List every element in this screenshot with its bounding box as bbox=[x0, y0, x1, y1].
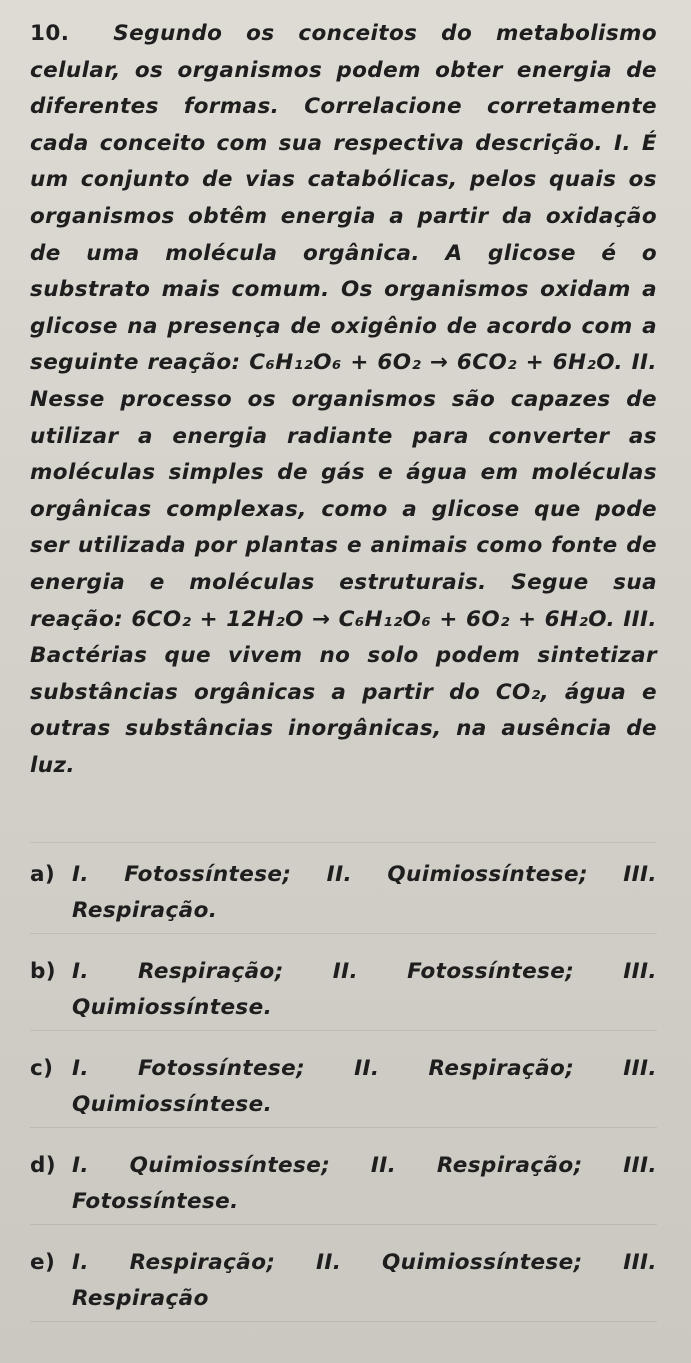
answer-options bbox=[30, 857, 657, 1322]
option-text: I. Respiração; II. Quimiossíntese; III. Respiração bbox=[72, 1250, 657, 1312]
question-statement bbox=[30, 16, 657, 784]
option-text: I. Fotossíntese; II. Respiração; III. Quimiossíntese. bbox=[72, 1056, 657, 1118]
option-c[interactable] bbox=[30, 1051, 657, 1128]
option-d[interactable] bbox=[30, 1148, 657, 1225]
option-a[interactable] bbox=[30, 857, 657, 934]
option-e[interactable] bbox=[30, 1245, 657, 1322]
option-text: I. Respiração; II. Fotossíntese; III. Quimiossíntese. bbox=[72, 959, 657, 1021]
separator bbox=[30, 842, 657, 843]
option-b[interactable] bbox=[30, 954, 657, 1031]
option-letter: c) bbox=[30, 1056, 54, 1082]
option-text: I. Quimiossíntese; II. Respiração; III. Fotossíntese. bbox=[72, 1153, 657, 1215]
question-text: Segundo os conceitos do metabolismo celular, os organismos podem obter energia de diferentes formas. Correlacione corretamente cada conceito com sua respectiva descrição. I. É um conjunto de vias catabólicas, pelos quais os organismos obtêm energia a partir da oxidação de uma molécula orgânica. A glicose é o substrato mais comum. Os organismos oxidam a glicose na presença de oxigênio de acordo com a seguinte reação: C₆H₁₂O₆ + 6O₂ → 6CO₂ + 6H₂O. II. Nesse processo os organismos são capazes de utilizar a energia radiante para converter as moléculas simples de gás e água em moléculas orgânicas complexas, como a glicose que pode ser utilizada por plantas e animais como fonte de energia e moléculas estruturais. Segue sua reação: 6CO₂ + 12H₂O → C₆H₁₂O₆ + 6O₂ + 6H₂O. III. Bactérias que vivem no solo podem sintetizar substâncias orgânicas a partir do CO₂, água e outras substâncias inorgânicas, na ausência de luz. bbox=[30, 21, 657, 778]
option-letter: e) bbox=[30, 1250, 56, 1276]
option-letter: d) bbox=[30, 1153, 57, 1179]
option-text: I. Fotossíntese; II. Quimiossíntese; III. Respiração. bbox=[72, 862, 657, 924]
option-letter: a) bbox=[30, 862, 56, 888]
question-number: 10. bbox=[30, 21, 70, 46]
option-letter: b) bbox=[30, 959, 57, 985]
